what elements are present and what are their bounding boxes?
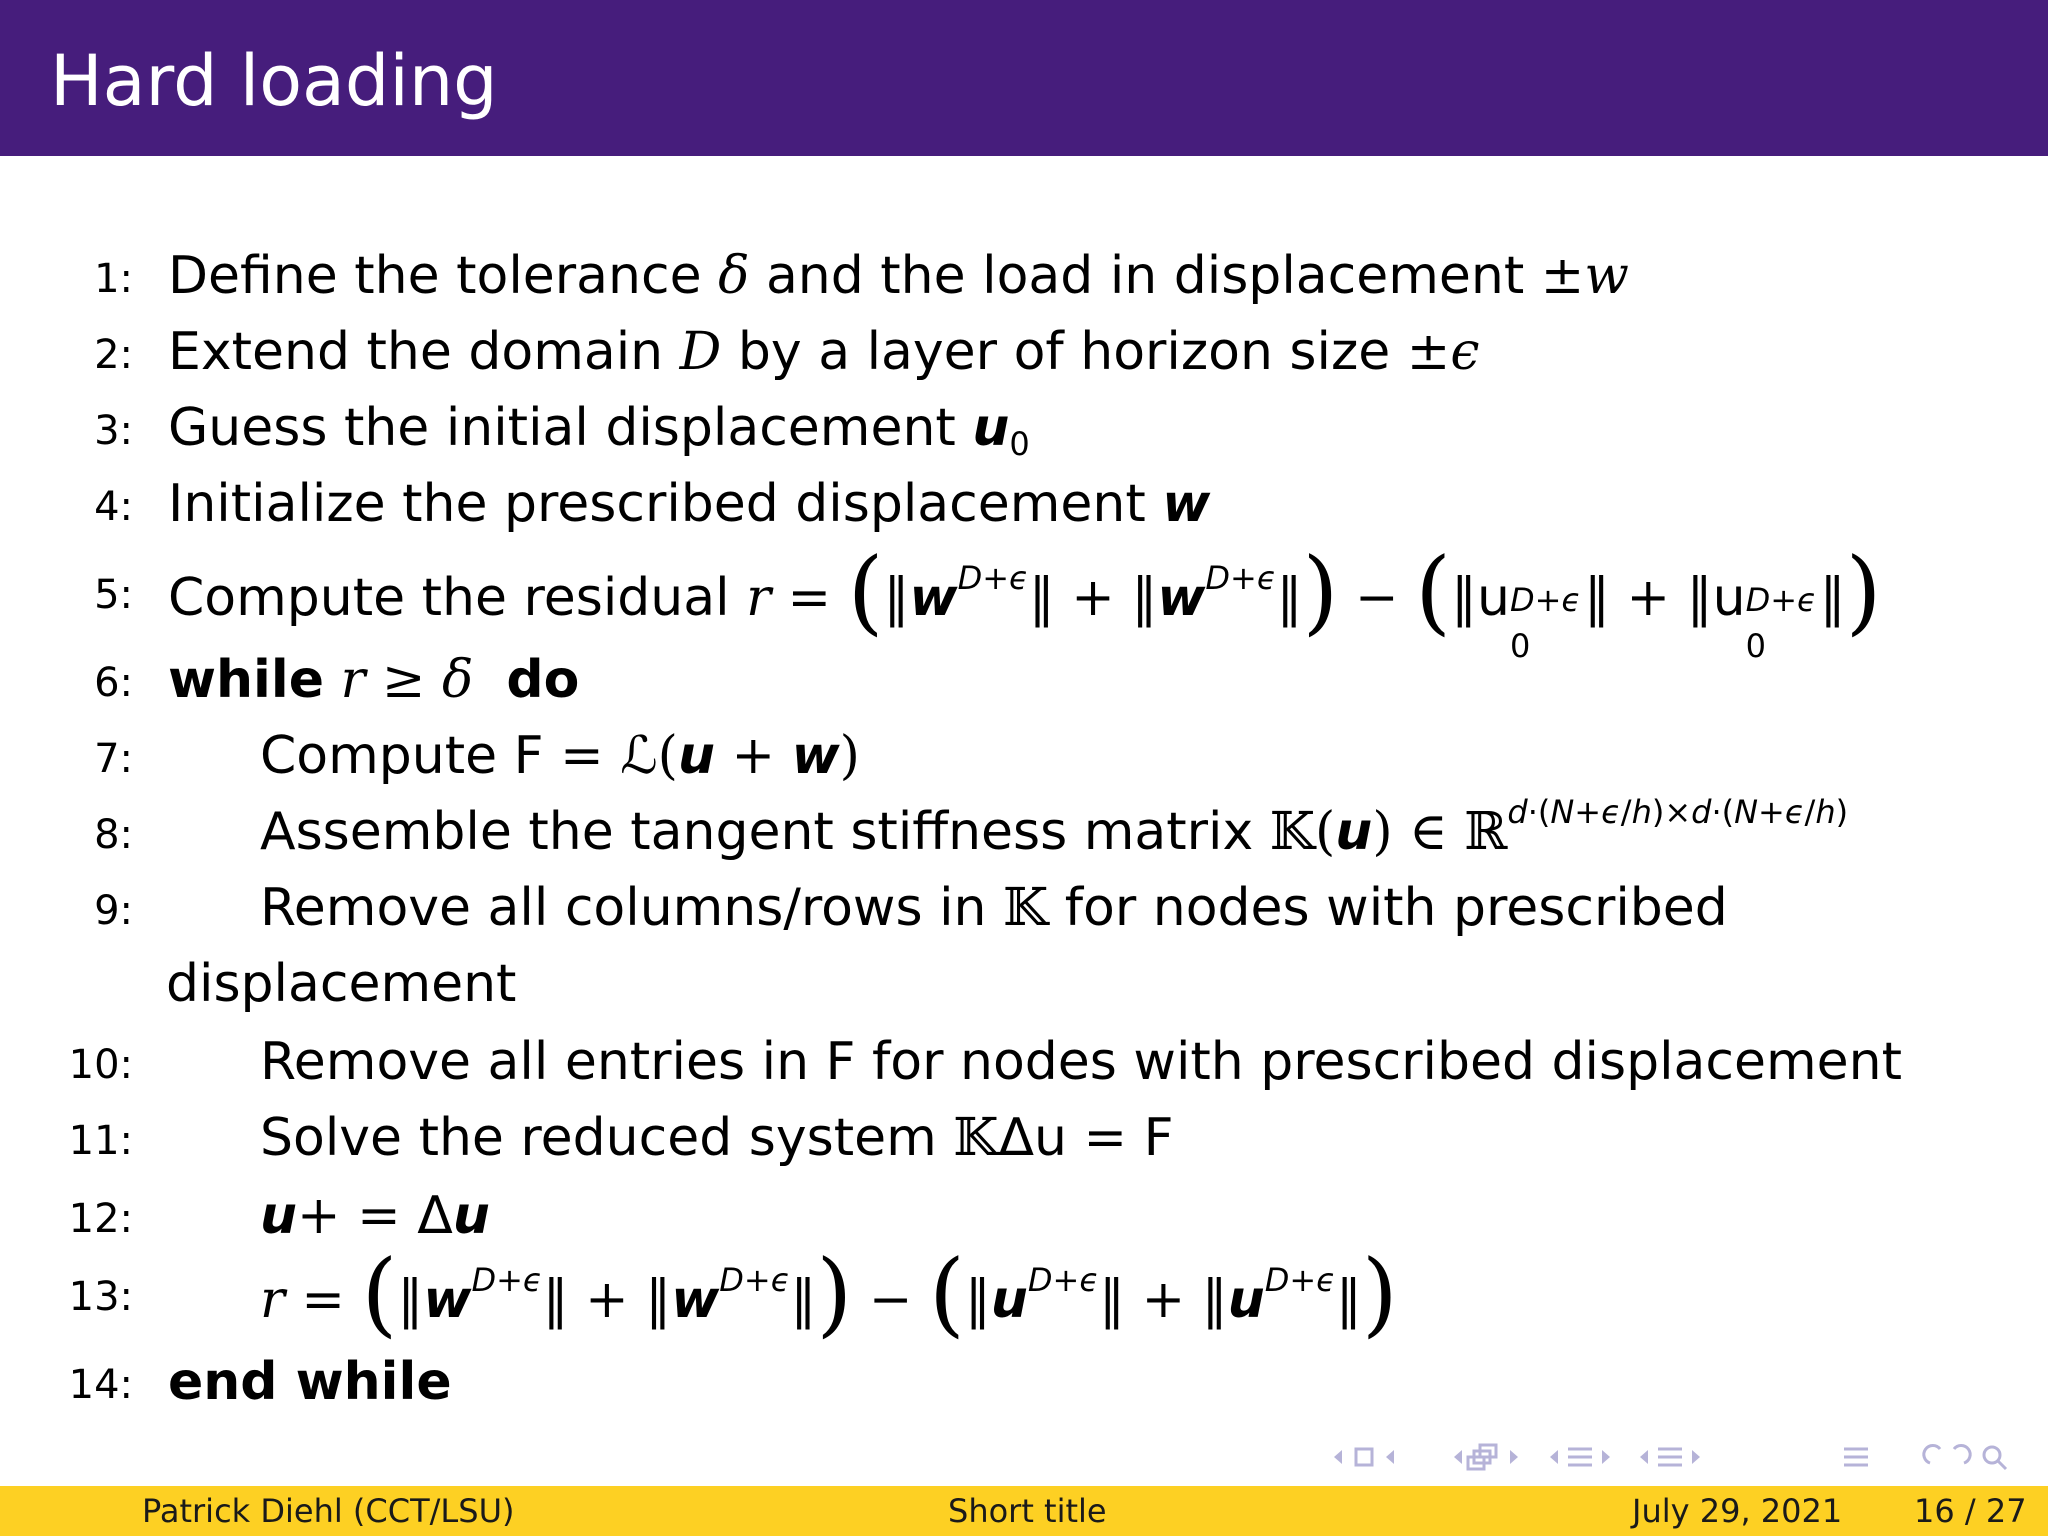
algo-line-body: end while — [168, 1352, 452, 1412]
algo-line-body: u+ = Δu — [260, 1186, 490, 1246]
line-number: 1: — [94, 256, 133, 302]
algo-line-body: Compute the residual $r = (‖w^{D+\epsilon}‖$ + $‖w^{D+\epsilon}‖$) − (‖u D+ϵ 0 ‖ + ‖u D+ϵ 0 ‖) — [168, 538, 1882, 665]
algo-line-5 — [0, 538, 2048, 665]
nav-frame-icon[interactable] — [1334, 1449, 1394, 1465]
footer-page-number: 16 / 27 — [1914, 1492, 2027, 1530]
algo-line-8 — [0, 794, 2048, 874]
algo-line-10 — [0, 1024, 2048, 1104]
line-number: 2: — [94, 332, 133, 378]
footer-author: Patrick Diehl (CCT/LSU) — [142, 1492, 515, 1530]
algo-line-6 — [0, 642, 2048, 722]
line-number: 10: — [68, 1042, 133, 1088]
line-number: 8: — [94, 812, 133, 858]
algo-line-2 — [0, 314, 2048, 394]
line-number: 5: — [94, 572, 133, 618]
line-number: 14: — [68, 1362, 133, 1408]
algo-line-9 — [0, 870, 2048, 950]
line-number: 7: — [94, 736, 133, 782]
algo-line-body: while r ≥ δ do — [168, 650, 580, 710]
algo-line-12 — [0, 1178, 2048, 1258]
algo-line-body: Initialize the prescribed displacement w — [168, 474, 1211, 534]
line-number: 11: — [68, 1118, 133, 1164]
line-number: 4: — [94, 484, 133, 530]
algo-line-13 — [0, 1240, 2048, 1347]
algo-line-body: Define the tolerance δ and the load in displacement ±w — [168, 246, 1629, 306]
line-number: 9: — [94, 888, 133, 934]
line-number: 13: — [68, 1274, 133, 1320]
line-number: 3: — [94, 408, 133, 454]
algo-line-14 — [0, 1344, 2048, 1424]
footer-short-title: Short title — [948, 1492, 1107, 1530]
algo-line-body: Guess the initial displacement $u_0$ — [168, 398, 1030, 463]
algo-line-3 — [0, 390, 2048, 470]
navigation-symbols-svg — [1320, 1437, 2030, 1477]
algo-line-body: Extend the domain D by a layer of horizon size ±ϵ — [168, 322, 1480, 382]
slide-title: Hard loading — [50, 40, 498, 122]
nav-search-icon[interactable] — [1924, 1445, 2006, 1469]
nav-section-icon[interactable] — [1550, 1449, 1610, 1465]
nav-appendix-icon[interactable] — [1640, 1449, 1700, 1465]
line-number: 12: — [68, 1196, 133, 1242]
algo-line-4 — [0, 466, 2048, 546]
algo-line-body: displacement — [166, 954, 517, 1014]
algo-line-body: Remove all columns/rows in 𝕂 for nodes with prescribed — [260, 878, 1728, 938]
algo-line-body: Remove all entries in F for nodes with prescribed displacement — [260, 1032, 1902, 1092]
algo-line-7 — [0, 718, 2048, 798]
algo-line-1 — [0, 238, 2048, 318]
line-number: 6: — [94, 660, 133, 706]
nav-document-icon[interactable] — [1844, 1449, 1868, 1465]
algo-line-body: Solve the reduced system 𝕂Δu = F — [260, 1108, 1174, 1168]
footer-date: July 29, 2021 — [1632, 1492, 1843, 1530]
algo-line-body: Compute F = ℒ(u + w) — [260, 726, 860, 786]
algo-line-9-continued — [0, 946, 2048, 1026]
algo-line-body: Assemble the tangent stiffness matrix 𝕂(u) ∈ ℝ$^{d\cdot(N+\epsilon/h)\times d\cdot(N+\epsilon/h)}$ — [260, 793, 1849, 862]
algo-line-11 — [0, 1100, 2048, 1180]
algo-line-body: $r = (‖w^{D+\epsilon}‖$ + $‖w^{D+\epsilon}‖$) − ($‖u^{D+\epsilon}‖$ + $‖u^{D+\epsilon}‖$) — [260, 1240, 1398, 1347]
navigation-symbols — [1320, 1437, 2030, 1477]
footer-bar — [0, 1486, 2048, 1536]
nav-subsection-icon[interactable] — [1454, 1445, 1518, 1469]
